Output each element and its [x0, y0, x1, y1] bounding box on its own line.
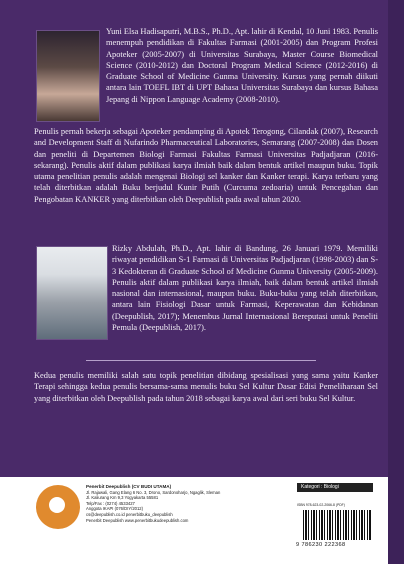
publisher-phone: Telp/Fax : (0274) 4533427: [86, 500, 135, 506]
author2-photo: [36, 246, 108, 340]
publisher-address2: Jl. Kaliurang Km 9,3 Yogyakarta 55581: [86, 495, 159, 501]
author1-bio-part1: Yuni Elsa Hadisaputri, M.B.S., Ph.D., Apt. lahir di Kendal, 10 Juni 1983. Penulis menempuh pendidikan di Fakultas Farmasi (2001-2005) dan Program Profesi Apoteker (2005-2007) di Universitas Surabaya, Master Course Biomedical Science (2010-2012) dan Doctoral Program Medical Science (2012-2016) di Graduate School of Medicine Gunma University. Kursus yang pernah diikuti antara lain TOEFL IBT di UPT Bahasa Universitas Surabaya dan kursus Bahasa Jepang di Nippon Language Academy (2008-2010).: [106, 27, 378, 104]
publisher-name: Penerbit Deepublish (CV BUDI UTAMA): [86, 484, 172, 489]
spine-edge: [388, 0, 404, 564]
book-summary: Kedua penulis memiliki salah satu topik penelitian dibidang spesialisasi yang sama yaitu Kanker Terapi sehingga kedua penulis bersama-sama menulis buku Sel Kultur Dasar Edisi Pemeliharaan Sel yang diterbitkan oleh Deepublish pada tahun 2018 sebagai karya awal dari seri buku Sel Kultur.: [34, 371, 378, 403]
publisher-contacts: cs@deepublish.co.id penerbitbuku_deepublish: [86, 511, 173, 517]
category-label: Kategori : Biologi: [297, 483, 373, 492]
isbn-text: ISBN 978-623-02-2066-8 (PDF): [297, 503, 345, 507]
author2-bio: Rizky Abdulah, Ph.D., Apt. lahir di Bandung, 26 Januari 1979. Memiliki riwayat pendidikan S-1 Farmasi di Universitas Padjadjaran (1998-2003) dan S-3 Kedokteran di Graduate School of Medicine Gunma University (2005-2009). Penulis aktif dalam publikasi karya ilmiah, baik dalam bentuk artikel ilmiah nasional dan internasional, maupun buku. Buku-buku yang telah diterbitkan, antara lain Fisiologi Dasar untuk Farmasi, Keperawatan dan Kebidanan (Deepublish, 2017); Menembus Jurnal Internasional Bereputasi untuk Peneliti Pemula (Deepublish, 2017).: [112, 244, 378, 333]
deepublish-logo-icon: [36, 485, 80, 529]
divider: [86, 360, 316, 361]
barcode: [303, 510, 371, 540]
author1-photo: [36, 30, 100, 122]
publisher-social: Penerbit Deepublish www.penerbitbukudeepublish.com: [86, 517, 189, 523]
publisher-member: Anggota IKAPI (076/DIY/2012): [86, 506, 144, 512]
publisher-address1: Jl. Rajawali, Gang Elang 6 No. 3, Drono, Sardonoharjo, Ngaglik, Sleman: [86, 489, 221, 495]
barcode-number: 9 786230 222368: [296, 542, 346, 548]
publisher-info: [86, 484, 256, 523]
author1-bio-part2: Penulis pernah bekerja sebagai Apoteker pendamping di Apotek Terogong, Cilandak (2007), Research and Development Staff di Nufarindo Pharmaceutical Laboratories, Semarang (2007-2008) dan Dosen dan peneliti di Departemen Biologi Farmasi Fakultas Farmasi Universitas Padjadjaran (2016-sekarang). Penulis aktif dalam publikasi karya ilmiah baik dalam bentuk artikel maupun buku. Topik utama penelitian penulis adalah mengenai Biologi sel kanker dan Kanker terapi. Karya terbaru yang telah diterbitkan adalah Buku berjudul Kunir Putih (Curcuma zedoaria) untuk Pencegahan dan Pengobatan KANKER yang diterbitkan oleh Deepublish pada awal tahun 2020.: [34, 127, 378, 204]
